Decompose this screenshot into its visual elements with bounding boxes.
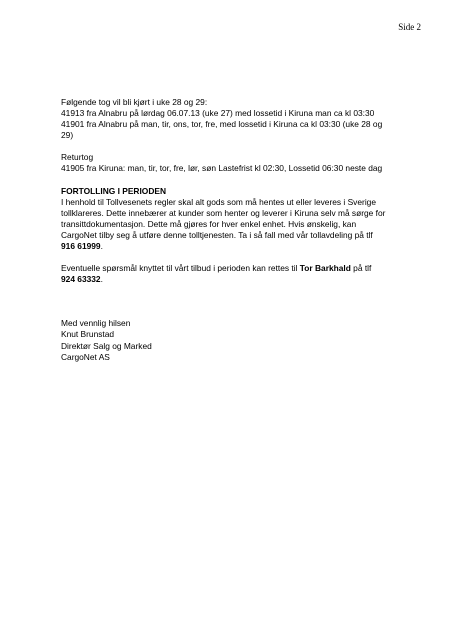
customs-text-4: CargoNet tilby seg å utføre denne tolltjenesten. Ta i så fall med vår tollavdeling på tlf	[61, 229, 373, 240]
return-train-section	[61, 152, 421, 174]
train-line-41901: 41901 fra Alnabru på man, tir, ons, tor, fre, med lossetid i Kiruna ca kl 03:30 (uke 28 og	[61, 119, 383, 130]
customs-section	[61, 186, 421, 253]
questions-section	[61, 263, 421, 285]
customs-text-3: transittdokumentasjon. Dette må gjøres for hver enkel enhet. Hvis ønskelig, kan	[61, 218, 357, 229]
customs-text-2: tollklareres. Dette innebærer at kunder som henter og leverer i Kiruna selv må sørge for	[61, 207, 386, 218]
closing-greeting: Med vennlig hilsen	[61, 318, 131, 329]
signer-title: Direktør Salg og Marked	[61, 340, 152, 351]
page-number: Side 2	[398, 22, 421, 32]
company-name: CargoNet AS	[61, 351, 110, 362]
train-line-41913: 41913 fra Alnabru på lørdag 06.07.13 (uke 27) med lossetid i Kiruna man ca kl 03:30	[61, 108, 375, 119]
contact-phone-period: .	[100, 274, 103, 285]
customs-phone-period: .	[100, 241, 103, 252]
return-heading: Returtog	[61, 152, 94, 163]
train-line-41901-cont: 29)	[61, 130, 74, 141]
signature-block	[61, 318, 421, 362]
questions-text-2: på tlf	[350, 263, 372, 274]
contact-phone: 924 63332	[61, 274, 101, 285]
questions-text: Eventuelle spørsmål knyttet til vårt tilbud i perioden kan rettes til	[61, 263, 300, 274]
customs-phone: 916 61999	[61, 241, 101, 252]
letter-body	[61, 97, 421, 363]
contact-name: Tor Barkhald	[299, 263, 351, 274]
signer-name: Knut Brunstad	[61, 329, 115, 340]
return-train-line: 41905 fra Kiruna: man, tir, tor, fre, lør, søn Lastefrist kl 02:30, Lossetid 06:30 neste dag	[61, 163, 383, 174]
customs-heading: FORTOLLING I PERIODEN	[61, 185, 167, 196]
schedule-intro: Følgende tog vil bli kjørt i uke 28 og 29:	[61, 97, 208, 107]
customs-text-1: I henhold til Tollvesenets regler skal alt gods som må hentes ut eller leveres i Sverige	[61, 196, 376, 207]
train-schedule-section	[61, 97, 421, 141]
